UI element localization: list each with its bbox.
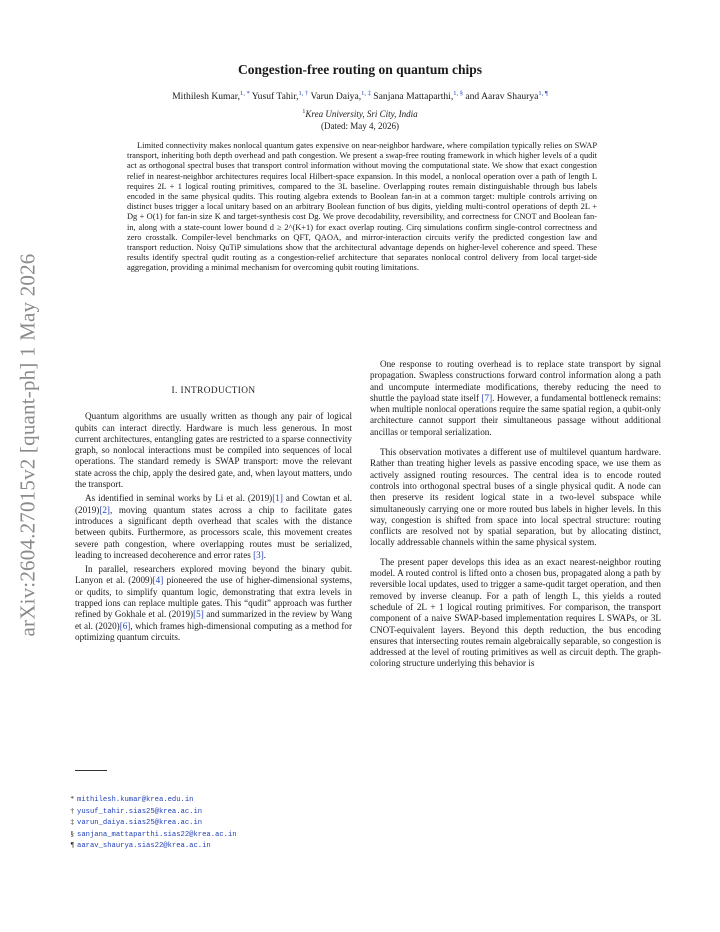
citation-link[interactable]: [5] [193, 609, 204, 620]
paragraph [370, 359, 661, 438]
paragraph-text: As identified in seminal works by Li et al. (2019) [85, 493, 273, 504]
author-list [60, 90, 660, 102]
section-heading-introduction: I. INTRODUCTION [171, 386, 256, 396]
author-name: Yusuf Tahir, [251, 91, 299, 103]
author-name: Varun Daiya, [310, 91, 362, 103]
citation-link[interactable]: [2] [99, 504, 110, 515]
footnotes [66, 794, 237, 852]
author-name: Mithilesh Kumar, [172, 91, 240, 103]
author-name: and Aarav Shaurya [465, 91, 539, 103]
footnote-mark: * [70, 795, 74, 803]
right-column [370, 359, 661, 678]
email-link[interactable]: mithilesh.kumar@krea.edu.in [77, 796, 194, 804]
author-name: Sanjana Mattaparthi, [373, 91, 454, 103]
paragraph-text: . However, a fundamental bottleneck remains: when multiple nonlocal operations require the same spatial region, a qubit-only architecture cannot support their simultaneous passage without additional ancillas or temporal serialization. [370, 392, 661, 437]
left-column [75, 386, 352, 646]
citation-link[interactable]: [7] [481, 392, 493, 403]
paragraph-text: In parallel, researchers explored moving beyond the binary qubit. Lanyon et al. (2009) [75, 564, 352, 586]
author-affiliation-mark[interactable]: 1, ¶ [538, 90, 548, 97]
citation-link[interactable]: [3] [253, 549, 264, 560]
paragraph-text: and summarized in the review by Wang et al. (2020) [75, 609, 353, 631]
abstract: Limited connectivity makes nonlocal quantum gates expensive on near-neighbor hardware, where compilation typically relies on SWAP transport, inheriting both depth overhead and path congestion. We present a swap-free routing framework in which higher levels of a qudit act as orthogonal spectral buses that transport control information without moving the computational state. We show that exact congestion relief in nearest-neighbor architectures requires local Hilbert-space expansion. In this model, a nonlocal operation over a path of length L requires 2L + 1 logical routing primitives, compared to the 3L baseline. Overlapping routes remain distinguishable through bus labels encoded in the same physical qudits. This routing algebra extends to Boolean fan-in at a common target: multiple controls arriving on distinct buses trigger a local unitary based on an arbitrary Boolean function of bus digits, yielding multi-control operations of depth 2L + Dg + O(1) for fan-in size K and target-synthesis cost Dg. We prove decodability, reversibility, and correctness for CNOT and Boolean fan-in, along with a state-count lower bound d ≥ 2^(K+1) for exact overlap routing. Cirq simulations confirm single-control correctness and zero crosstalk. Compiler-level benchmarks on QFT, QAOA, and mirror-interaction circuits verify the predicted congestion law and transport reduction. Noisy QuTiP simulations show that the architectural advantage depends on higher-level coherence and speed. These results identify spectral qudit routing as a congestion-relief architecture that separates nonlocal control delivery from local target-side aggregation, providing a minimal mechanism for overcoming qubit routing limitations. [127, 141, 597, 273]
paragraph-text: , which frames high-dimensional computing as a method for optimizing quantum circuits. [75, 620, 352, 642]
arxiv-identifier-text: arXiv:2604.27015v2 [quant-ph] 1 May 2026 [15, 253, 40, 637]
email-link[interactable]: aarav_shaurya.sias22@krea.ac.in [77, 842, 211, 851]
arxiv-identifier [8, 230, 48, 660]
footnote [66, 794, 237, 806]
citation-link[interactable]: [4] [152, 575, 164, 586]
citation-link[interactable]: [6] [119, 620, 131, 631]
affiliation-mark: 1 [302, 109, 306, 115]
date-line: (Dated: May 4, 2026) [321, 121, 399, 131]
footnote-mark: ‡ [70, 818, 74, 827]
footnote [66, 829, 237, 841]
author-affiliation-mark[interactable]: 1, § [453, 90, 463, 97]
footnote-rule [75, 770, 107, 771]
email-link[interactable]: yusuf_tahir.sias25@krea.ac.in [77, 807, 203, 816]
paragraph-text: and Cowtan et al. (2019) [75, 493, 353, 515]
footnote-mark: ¶ [70, 841, 74, 850]
author-affiliation-mark[interactable]: 1, ‡ [361, 90, 371, 97]
email-link[interactable]: varun_daiya.sias25@krea.ac.in [77, 819, 203, 828]
footnote [66, 817, 237, 829]
paragraph-text: , moving quantum states across a chip to facilitate gates introduces a significant depth overhead that scales with the distance between qubits. Furthermore, as processors scale, this movement creates severe path congestion, where overlapping routes must be serialized, leading to increased decoherence and error rates [75, 504, 352, 560]
footnote [66, 806, 237, 818]
affiliation [0, 109, 720, 119]
footnote [66, 840, 237, 852]
paragraph-text: . [263, 549, 267, 560]
paragraph: Quantum algorithms are usually written as though any pair of logical qubits can interact directly. Hardware is much less generous. In most current architectures, entangling gates are restricted to a sparse connectivity graph, so nonlocal interactions must be compiled into sequences of local operations. The standard remedy is SWAP transport: move the relevant state across the chip, apply the desired gate, and, when layout matters, undo the transport. [75, 411, 352, 490]
footnote-mark: † [70, 806, 74, 815]
author-affiliation-mark[interactable]: 1, * [240, 90, 250, 97]
author-affiliation-mark[interactable]: 1, † [298, 90, 309, 97]
affiliation-text: Krea University, Sri City, India [305, 109, 418, 119]
citation-link[interactable]: [1] [272, 493, 283, 504]
footnote-mark: § [70, 829, 74, 838]
paragraph [75, 493, 352, 561]
paragraph [75, 564, 352, 643]
paragraph-text: One response to routing overhead is to replace state transport by signal propagation. Swapless constructions forward control information along a path and uncompute intermediate modifications, thereby reducing the need to shuttle the payload state itself [370, 359, 661, 403]
paragraph-text: pioneered the use of higher-dimensional systems, or qudits, to simplify quantum logic, demonstrating that extra levels in trapped ions can replace multiple gates. This “qudit” approach was further refined by Gokhale et al. (2019) [75, 575, 352, 620]
email-link[interactable]: sanjana_mattaparthi.sias22@krea.ac.in [77, 830, 237, 839]
paper-title: Congestion-free routing on quantum chips [237, 62, 483, 77]
paragraph: The present paper develops this idea as an exact nearest-neighbor routing model. A routed control is lifted onto a chosen bus, propagated along a path by reversible local updates, used to trigger a same-qudit target operation, and then removed by inverse cleanup. For a path of length L, this yields a routed schedule of 2L + 1 logical routing primitives. For comparison, the transport component of a naive SWAP-based implementation requires L SWAPs, or 3L CNOT-equivalent layers. Beyond this depth reduction, the bus encoding ensures that intersecting routes remain algebraically separable, so congestion is addressed at the level of routing primitives as well as circuit depth. The graph-coloring structure underlying this behavior is [370, 556, 661, 669]
paragraph: This observation motivates a different use of multilevel quantum hardware. Rather than treating higher levels as passive encoding space, we use them as actively assigned routing resources. The central idea is to encode routed controls into orthogonal spectral buses of a single physical qudit. A node can then preserve its resident logical state in a two-level subspace while simultaneously carrying one or more routed bus labels in higher levels. In this way, congestion is shifted from space into local spectral structure: routing conflicts are resolved not by spatial separation, but by allocating distinct, locally addressable channels within the same physical system. [370, 447, 661, 548]
